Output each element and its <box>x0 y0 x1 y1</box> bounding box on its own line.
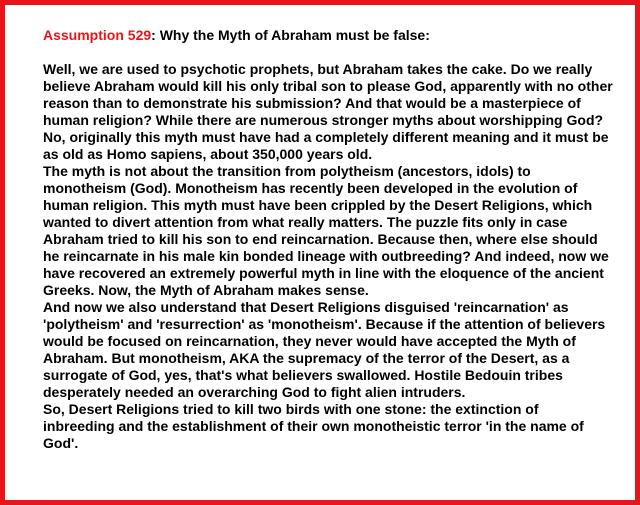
document-body <box>43 27 613 452</box>
paragraph-1: Well, we are used to psychotic prophets, but Abraham takes the cake. Do we really believe Abraham would kill his only tribal son to please God, apparently with no other reason than to demonstrate his submission? And that would be a masterpiece of human religion? While there are numerous stronger myths about worshipping God? <box>43 61 613 128</box>
paragraph-5: So, Desert Religions tried to kill two birds with one stone: the extinction of inbreeding and the establishment of their own monotheistic terror 'in the name of God'. <box>43 401 584 451</box>
heading <box>43 27 613 44</box>
paragraph-4: And now we also understand that Desert Religions disguised 'reincarnation' as 'polytheism' and 'resurrection' as 'monotheism'. Because if the attention of believers would be focused on reincarnation, they never would have accepted the Myth of Abraham. But monotheism, AKA the supremacy of the terror of the Desert, as a surrogate of God, yes, that's what believers swallowed. Hostile Bedouin tribes desperately needed an overarching God to fight alien intruders. <box>43 299 606 400</box>
assumption-label: Assumption 529 <box>43 27 152 43</box>
paragraph-2: No, originally this myth must have had a completely different meaning and it must be as old as Homo sapiens, about 350,000 years old. <box>43 129 609 162</box>
paragraph-3: The myth is not about the transition from polytheism (ancestors, idols) to monotheism (God). Monotheism has recently been developed in the evolution of human religion. This myth must have been crippled by the Desert Religions, which wanted to divert attention from what really matters. The puzzle fits only in case Abraham tried to kill his son to end reincarnation. Because then, where else should he reincarnate in his male kin bonded lineage with outbreeding? And indeed, now we have recovered an extremely powerful myth in line with the eloquence of the ancient Greeks. Now, the Myth of Abraham makes sense. <box>43 163 609 298</box>
heading-text: : Why the Myth of Abraham must be false: <box>151 27 430 43</box>
